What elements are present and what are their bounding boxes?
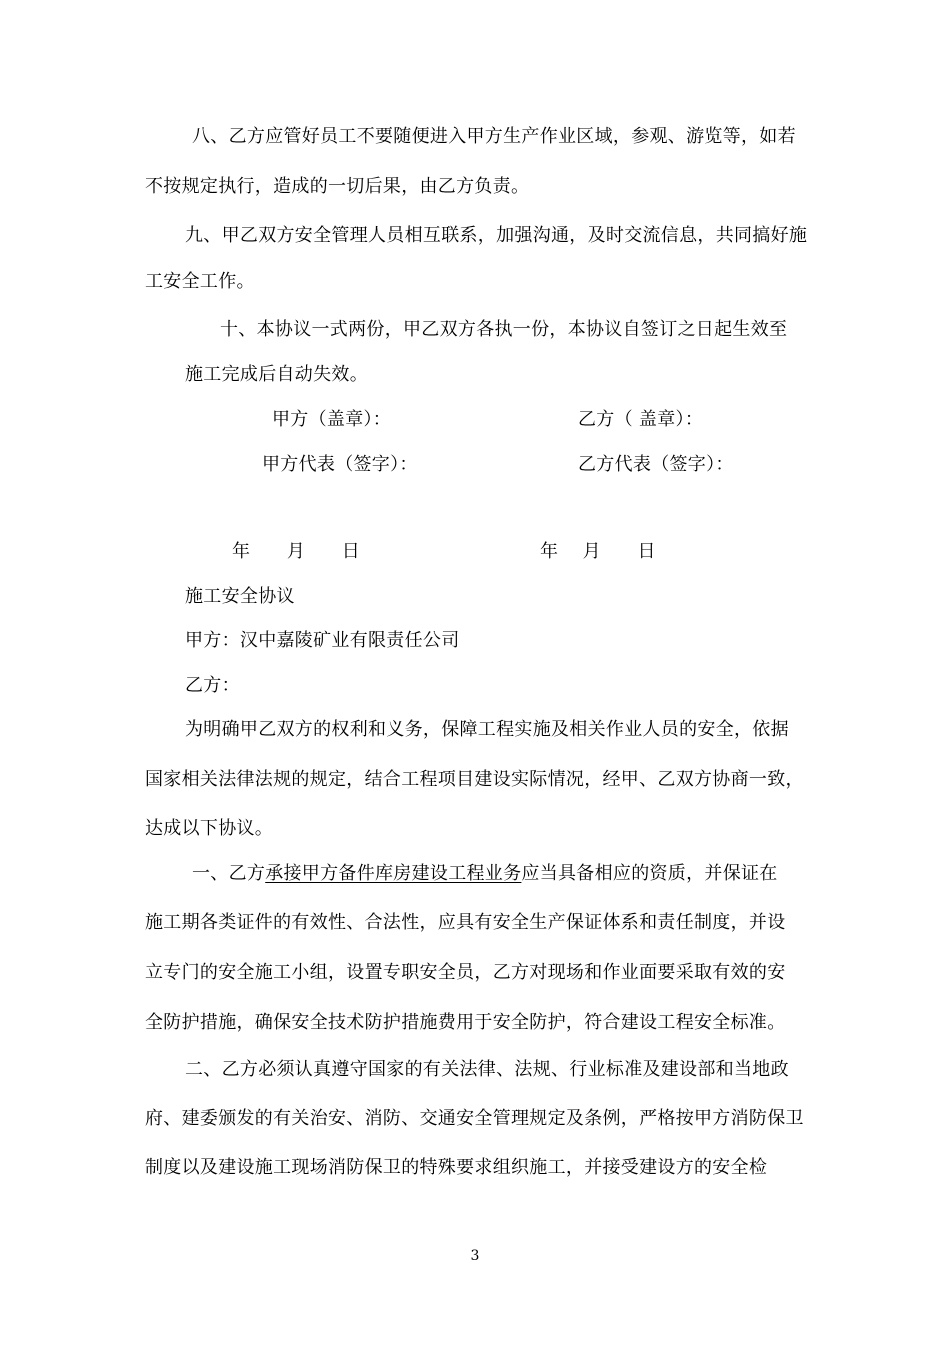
- clause-9-line-2: 工安全工作。: [145, 271, 255, 292]
- party-a-date: 年 月 日: [232, 541, 361, 562]
- party-b-representative-label: 乙方代表（签字）：: [578, 454, 734, 475]
- clause-2-line-2: 府、建委颁发的有关治安、消防、交通安全管理规定及条例，严格按甲方消防保卫: [145, 1108, 804, 1129]
- agreement-title: 施工安全协议: [185, 586, 295, 607]
- party-b-name: 乙方：: [185, 675, 240, 696]
- clause-10-line-1: 十、本协议一式两份，甲乙双方各执一份，本协议自签订之日起生效至: [220, 319, 788, 340]
- clause-1-line-1: [192, 862, 778, 886]
- party-a-name: 甲方：汉中嘉陵矿业有限责任公司: [185, 630, 460, 651]
- preamble-line-3: 达成以下协议。: [145, 818, 274, 839]
- clause-1-prefix: 一、乙方: [192, 863, 266, 884]
- clause-1-suffix: 应当具备相应的资质，并保证在: [521, 863, 778, 884]
- party-a-seal-label: 甲方（盖章）：: [272, 409, 392, 430]
- page-number: 3: [470, 1248, 480, 1264]
- party-b-seal-label: 乙方（ 盖章）：: [578, 409, 704, 430]
- clause-1-line-4: 全防护措施，确保安全技术防护措施费用于安全防护，符合建设工程安全标准。: [145, 1012, 786, 1033]
- clause-1-underlined-text: 承接甲方备件库房建设工程业务: [265, 863, 522, 884]
- clause-8-line-2: 不按规定执行，造成的一切后果，由乙方负责。: [145, 176, 530, 197]
- clause-8-line-1: 八、乙方应管好员工不要随便进入甲方生产作业区域，参观、游览等，如若: [192, 126, 796, 147]
- clause-9-line-1: 九、甲乙双方安全管理人员相互联系，加强沟通，及时交流信息，共同搞好施: [185, 225, 808, 246]
- party-b-date: 年 月 日: [540, 541, 656, 562]
- clause-2-line-1: 二、乙方必须认真遵守国家的有关法律、法规、行业标准及建设部和当地政: [185, 1059, 789, 1080]
- preamble-line-1: 为明确甲乙双方的权利和义务，保障工程实施及相关作业人员的安全，依据: [185, 719, 789, 740]
- clause-1-line-2: 施工期各类证件的有效性、合法性，应具有安全生产保证体系和责任制度，并设: [145, 912, 786, 933]
- clause-10-line-2: 施工完成后自动失效。: [185, 364, 368, 385]
- clause-2-line-3: 制度以及建设施工现场消防保卫的特殊要求组织施工，并接受建设方的安全检: [145, 1157, 768, 1178]
- party-a-representative-label: 甲方代表（签字）：: [262, 454, 418, 475]
- preamble-line-2: 国家相关法律法规的规定，结合工程项目建设实际情况，经甲、乙双方协商一致，: [145, 769, 804, 790]
- clause-1-line-3: 立专门的安全施工小组，设置专职安全员，乙方对现场和作业面要采取有效的安: [145, 962, 786, 983]
